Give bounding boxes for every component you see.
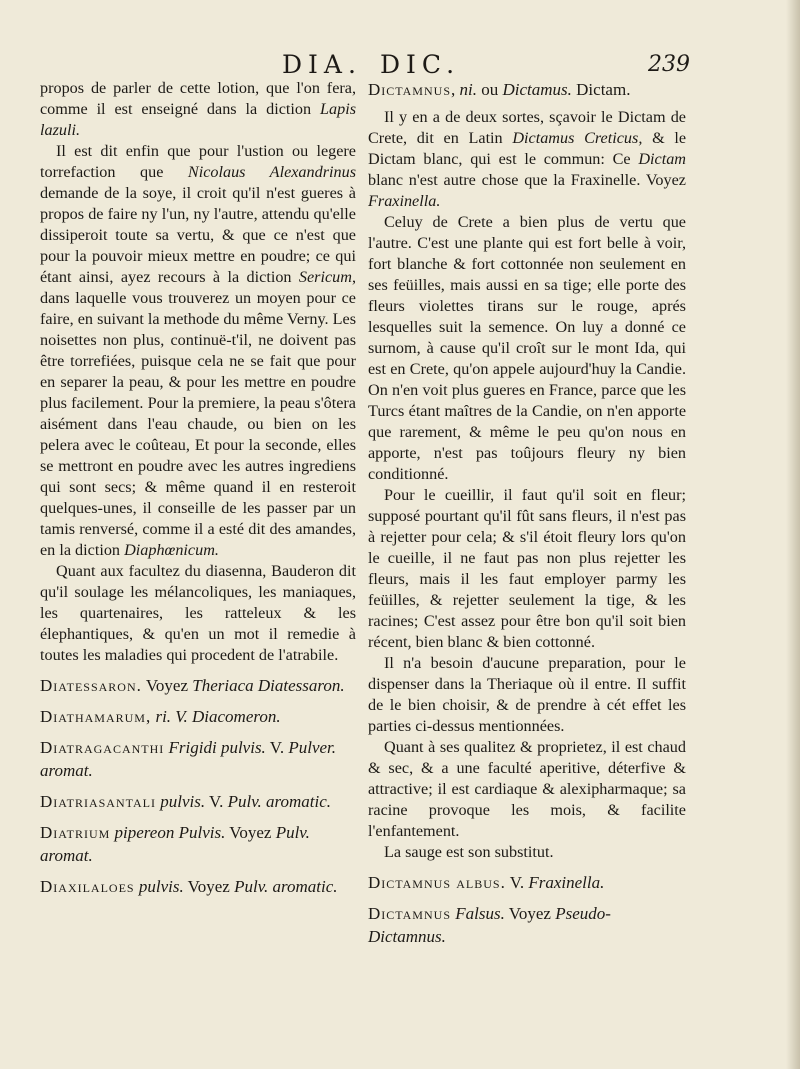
dictionary-entry: Diatessaron. Voyez Theriaca Diatessaron. [40, 676, 345, 695]
paragraph: Il n'a besoin d'aucune preparation, pour le dispenser dans la Theriaque où il entre. Il suffit de le bien choisir, & de prendre à cét effet les parties ci-dessus mentionnées. [368, 654, 686, 735]
header-left: DIA. [282, 50, 362, 79]
left-column [40, 78, 356, 898]
paragraph: Pour le cueillir, il faut qu'il soit en fleur; supposé pourtant qu'il fût sans fleurs, il n'est pas à rejetter pour cela; & s'il étoit fleury lors qu'on le cueille, il ne faut pas non plus rejetter les fleurs, mais il les faut employer parmy les feüilles, & rejetter seulement la tige, & les racines; C'est assez pour être bon qu'il soit bien récent, bien blanc & bien cottonné. [368, 486, 686, 651]
paragraph: Quant à ses qualitez & proprietez, il est chaud & sec, & a une faculté aperitive, déterfive & attractive; il est cardiaque & alexipharmaque; sa racine provoque les mois, & facilite l'enfantement. [368, 738, 686, 840]
dictionary-entry: Dictamnus, ni. ou Dictamus. Dictam. [368, 80, 631, 99]
page-number: 239 [648, 52, 690, 77]
dictionary-entry: Diatrium pipereon Pulvis. Voyez Pulv. aromat. [40, 823, 310, 865]
dictionary-entry: Diatragacanthi Frigidi pulvis. V. Pulver. aromat. [40, 738, 337, 780]
paragraph: Il est dit enfin que pour l'ustion ou legere torrefaction que Nicolaus Alexandrinus demande de la soye, il croit qu'il n'est gueres à propos de faire ny l'un, ny l'autre, attendu qu'elle dissiperoit toute sa vertu, & que ce n'est que pour la pouvoir mieux mettre en poudre; ce qui étant ainsi, ayez recours à la diction Sericum, dans laquelle vous trouverez un moyen pour ce faire, en suivant la methode du même Verny. Les noisettes non plus, continuë-t'il, ne doivent pas être torrefiées, puisque cela ne se fait que pour en separer la peau, & pour les mettre en poudre plus facilement. Pour la premiere, la peau s'ôtera aisément dans l'eau chaude, ou bien on les pelera avec le coûteau, Et pour la seconde, elles se mettront en poudre avec les autres ingrediens qui sont secs; & même quand il en resteroit quelques-unes, il conseille de les passer par un tamis renversé, comme il a esté dit des amandes, en la diction Diaphœnicum. [40, 142, 357, 559]
dictionary-entry: Dictamnus Falsus. Voyez Pseudo-Dictamnus. [368, 904, 611, 946]
dictionary-entry: Dictamnus albus. V. Fraxinella. [368, 873, 605, 892]
dictionary-entry: Diatriasantali pulvis. V. Pulv. aromatic. [40, 792, 332, 811]
header-right: DIC. [380, 50, 461, 79]
dictionary-entry: Diathamarum, ri. V. Diacomeron. [40, 707, 281, 726]
paragraph: Celuy de Crete a bien plus de vertu que l'autre. C'est une plante qui est fort belle à voir, fort blanche & fort cottonnée non seulement en ses feüilles, mais aussi en sa tige; elle porte des fleurs violettes tirans sur le rouge, aprés lesquelles suit la semence. On luy a donné ce surnom, à cause qu'il croît sur le mont Ida, qui est en Crete, qu'on appele aujourd'huy la Candie. On n'en voit plus gueres en France, parce que les Turcs étant maîtres de la Candie, on n'en apporte que rarement, & même le peu qu'on nous en apporte, n'est pas toûjours fleury ny bien conditionné. [368, 213, 686, 483]
paragraph: La sauge est son substitut. [384, 843, 554, 861]
right-column [368, 78, 686, 948]
paragraph: Quant aux facultez du diasenna, Bauderon dit qu'il soulage les mélancoliques, les maniaques, les quartenaires, les ratteleux & les élephantiques, & qu'en un mot il remedie à toutes les maladies qui procedent de l'atrabile. [40, 562, 356, 664]
paragraph: propos de parler de cette lotion, que l'on fera, comme il est enseigné dans la diction Lapis lazuli. [40, 79, 356, 139]
page-edge-shadow [786, 0, 800, 1069]
dictionary-entry: Diaxilaloes pulvis. Voyez Pulv. aromatic. [40, 877, 338, 896]
paragraph: Il y en a de deux sortes, sçavoir le Dictam de Crete, dit en Latin Dictamus Creticus, & le Dictam blanc, qui est le commun: Ce Dictam blanc n'est autre chose que la Fraxinelle. Voyez Fraxinella. [368, 108, 687, 210]
